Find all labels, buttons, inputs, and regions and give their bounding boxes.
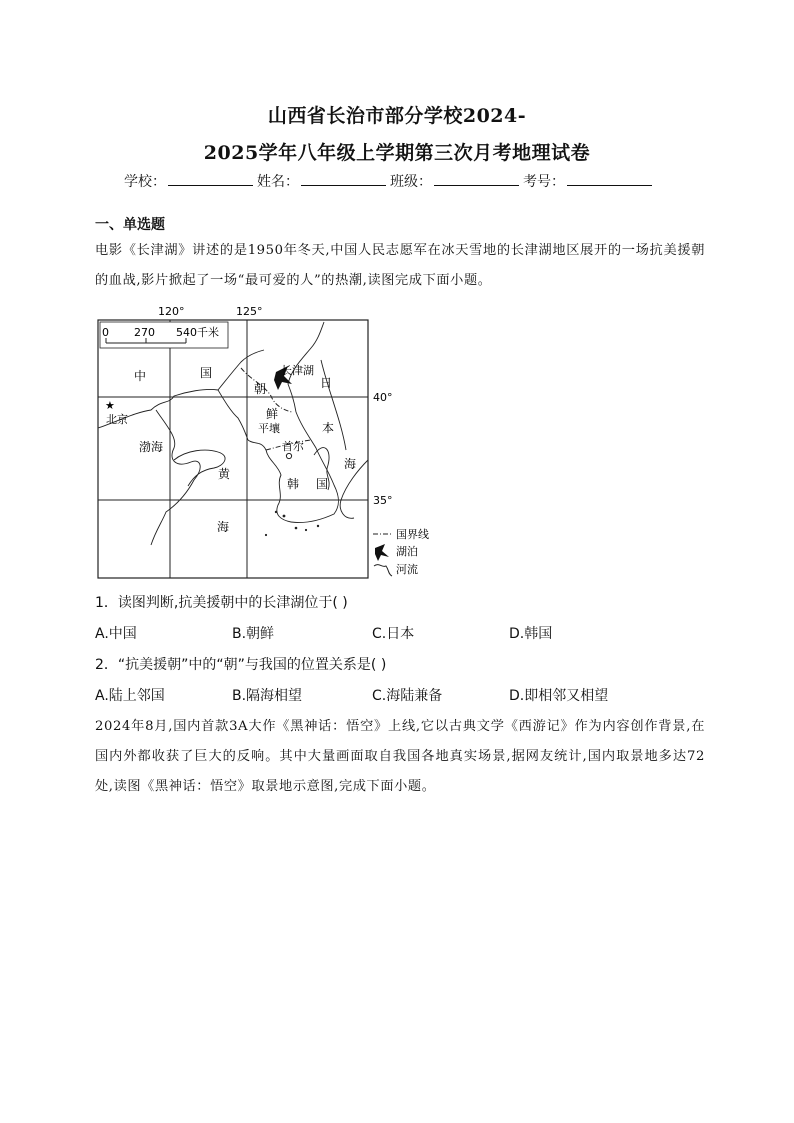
legend-river-label: 河流 [396,563,418,576]
q2-option-b[interactable]: B.隔海相望 [232,688,303,704]
question-2: 2．“抗美援朝”中的“朝”与我国的位置关系是( ) [95,657,387,673]
exam-no-label: 考号： [523,174,565,190]
exam-no-blank[interactable] [567,171,652,186]
islands [265,511,319,536]
map-legend [373,527,429,576]
class-label: 班级： [390,174,432,190]
section-heading: 一、单选题 [95,217,165,233]
class-blank[interactable] [434,171,519,186]
label-beijing: 北京 [106,413,128,426]
q2-option-c[interactable]: C.海陆兼备 [372,688,443,704]
q1-option-c[interactable]: C.日本 [372,626,415,642]
name-blank[interactable] [301,171,386,186]
label-ri: 日 [320,376,333,390]
beijing-star-icon: ★ [105,399,115,412]
label-xian: 鲜 [266,407,279,421]
legend-lake-symbol [375,544,389,561]
label-changjinhu: 长津湖 [281,364,314,377]
label-pingrang: 平壤 [258,422,280,435]
legend-border-label: 国界线 [396,528,429,541]
q1-option-d[interactable]: D.韩国 [509,626,553,642]
lon-label-125: 125° [236,305,263,318]
scale-bar [100,322,228,348]
label-ben: 本 [322,421,335,435]
passage-2: 2024年8月,国内首款3A大作《黑神话：悟空》上线,它以古典文学《西游记》作为内容创作背景,在国内外都收获了巨大的反响。其中大量画面取自我国各地真实场景,据网友统计,国内取景地多达72处,读图《黑神话：悟空》取景地示意图,完成下面小题。 [95,719,705,794]
q1-option-a[interactable]: A.中国 [95,626,137,642]
school-blank[interactable] [168,171,253,186]
school-label: 学校： [124,174,166,190]
lat-label-40: 40° [373,391,393,404]
passage-1: 电影《长津湖》讲述的是1950年冬天,中国人民志愿军在冰天雪地的长津湖地区展开的一场抗美援朝的血战,影片掀起了一场“最可爱的人”的热潮,读图完成下面小题。 [95,243,705,288]
legend-river-symbol [374,565,392,576]
label-hai-south: 海 [217,520,230,534]
label-guo: 国 [200,366,213,380]
lat-label-35: 35° [373,494,393,507]
label-han: 韩 [287,477,300,491]
scale-label-540: 540千米 [176,326,219,339]
q2-option-a[interactable]: A.陆上邻国 [95,688,165,704]
scale-label-270: 270 [134,326,155,339]
scale-label-0: 0 [102,326,109,339]
exam-title-line2: 2025学年八年级上学期第三次月考地理试卷 [203,142,591,164]
label-chao: 朝 [254,382,267,396]
label-guo2: 国 [316,477,329,491]
korea-region-map [96,300,441,580]
q2-option-d[interactable]: D.即相邻又相望 [509,688,609,704]
q1-option-b[interactable]: B.朝鲜 [232,626,275,642]
label-shouer: 首尔 [282,440,304,453]
question-1: 1．读图判断,抗美援朝中的长津湖位于( ) [95,595,348,611]
seoul-marker [286,453,291,458]
legend-lake-label: 湖泊 [396,545,418,558]
lon-label-120: 120° [158,305,185,318]
label-hai-east: 海 [344,457,357,471]
student-info-line [124,171,656,191]
label-huang: 黄 [218,467,231,481]
exam-title-line1: 山西省长治市部分学校2024- [267,105,527,127]
name-label: 姓名： [257,174,299,190]
label-bohai: 渤海 [139,440,164,454]
label-zhong: 中 [134,369,147,383]
